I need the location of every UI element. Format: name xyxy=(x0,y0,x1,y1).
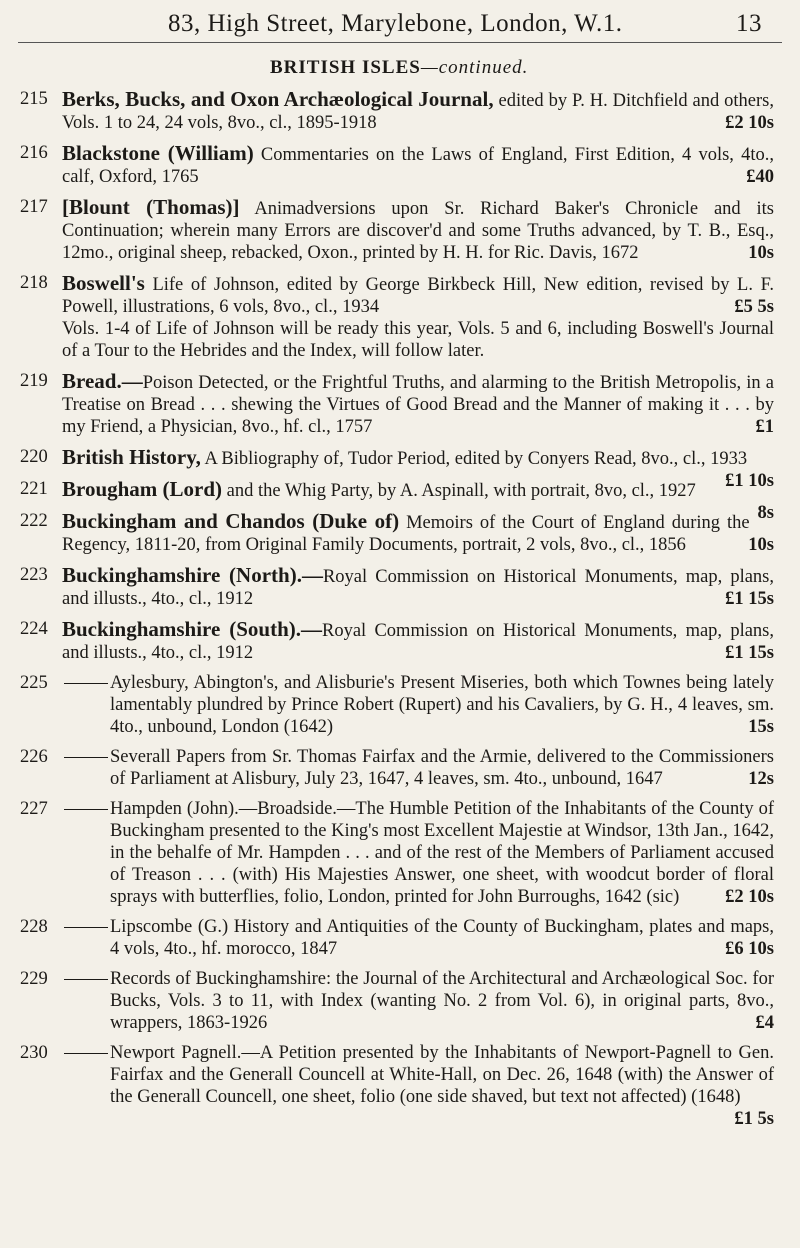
entry-price: £1 10s xyxy=(725,471,774,491)
entry-text: Royal Commission on Historical Monuments, map, plans, and illusts., 4to., cl., 1912 xyxy=(62,567,775,609)
entry-price: £1 15s xyxy=(725,643,774,663)
entry-number: 223 xyxy=(20,565,48,585)
entry-lead: [Blount (Thomas)] xyxy=(62,195,240,219)
entry-text: and the Whig Party, by A. Aspinall, with portrait, 8vo, cl., 1927 xyxy=(226,481,696,501)
entry-price: £5 5s xyxy=(734,297,774,317)
entry-price: 10s xyxy=(748,535,774,555)
catalog-entry xyxy=(0,618,800,664)
entry-lead: Boswell's xyxy=(62,271,145,295)
entry-price: £40 xyxy=(746,167,774,187)
entry-number: 227 xyxy=(20,799,48,819)
catalog-entry xyxy=(0,968,800,1034)
entry-text: Aylesbury, Abington's, and Alisburie's Present Miseries, both which Townes being lately lamentably plundred by Prince Robert (Rupert) and his Cavaliers, by G. H., 4 leaves, sm. 4to., unbound, London (1642) xyxy=(110,673,774,737)
entry-price: £2 10s xyxy=(725,887,774,907)
entry-text: Poison Detected, or the Frightful Truths, and alarming to the British Metropolis, in a Treatise on Bread . . . shewing the Virtues of Good Bread and the Manner of making it . . . by my Friend, a Physician, 8vo., hf. cl., 1757 xyxy=(62,373,774,437)
catalog-entry xyxy=(0,88,800,134)
entry-lead: Buckingham and Chandos (Duke of) xyxy=(62,509,400,533)
entry-number: 217 xyxy=(20,197,48,217)
section-title: BRITISH ISLES xyxy=(270,57,421,78)
entry-lead: Blackstone (William) xyxy=(62,141,254,165)
entry-number: 221 xyxy=(20,479,48,499)
catalog-entry xyxy=(0,564,800,610)
entry-number: 219 xyxy=(20,371,48,391)
entry-price: 15s xyxy=(748,717,774,737)
entry-price: 10s xyxy=(748,243,774,263)
entry-number: 220 xyxy=(20,447,48,467)
entry-number: 228 xyxy=(20,917,48,937)
entry-lead: Brougham (Lord) xyxy=(62,477,223,501)
catalog-entry xyxy=(0,510,800,556)
catalog-entry xyxy=(0,272,800,362)
entry-lead: Buckinghamshire (South).— xyxy=(62,617,322,641)
page-header xyxy=(0,6,800,42)
catalog-entry xyxy=(0,798,800,908)
entry-price: 12s xyxy=(748,769,774,789)
ditto-dash xyxy=(64,927,108,928)
entry-text: Animadversions upon Sr. Richard Baker's Chronicle and its Continuation; wherein many Errors are discover'd and some Truths advanced, by T. B., Esq., 12mo., original sheep, rebacked, Oxon., printed by H. H. for Ric. Davis, 1672 xyxy=(62,199,774,263)
ditto-dash xyxy=(64,683,108,684)
entry-number: 225 xyxy=(20,673,48,693)
entry-text: Severall Papers from Sr. Thomas Fairfax and the Armie, delivered to the Commissioners of Parliament at Alisbury, July 23, 1647, 4 leaves, sm. 4to., unbound, 1647 xyxy=(110,747,774,789)
ditto-dash xyxy=(64,1053,108,1054)
catalog-entry xyxy=(0,746,800,790)
page-number: 13 xyxy=(736,10,762,37)
catalog-list xyxy=(0,88,800,1130)
entry-price: £4 xyxy=(755,1013,774,1033)
catalog-entry xyxy=(0,196,800,264)
entry-text: Lipscombe (G.) History and Antiquities of the County of Buckingham, plates and maps, 4 vols, 4to., hf. morocco, 1847 xyxy=(110,917,774,959)
entry-text: Records of Buckinghamshire: the Journal of the Architectural and Archæological Soc. for Bucks, Vols. 3 to 11, with Index (wanting No. 2 from Vol. 6), in original parts, 8vo., wrappers, 1863-1926 xyxy=(110,969,774,1033)
entry-number: 224 xyxy=(20,619,48,639)
entry-price: £6 10s xyxy=(725,939,774,959)
entry-price: £1 xyxy=(755,417,774,437)
entry-text: A Bibliography of, Tudor Period, edited by Conyers Read, 8vo., cl., 1933 xyxy=(204,449,748,469)
entry-text: Commentaries on the Laws of England, First Edition, 4 vols, 4to., calf, Oxford, 1765 xyxy=(62,145,774,187)
entry-number: 216 xyxy=(20,143,48,163)
catalog-entry xyxy=(0,672,800,738)
entry-number: 229 xyxy=(20,969,48,989)
entry-price: 8s xyxy=(757,503,774,523)
entry-text: Royal Commission on Historical Monuments, map, plans, and illusts., 4to., cl., 1912 xyxy=(62,621,775,663)
entry-number: 222 xyxy=(20,511,48,531)
entry-price: £1 15s xyxy=(725,589,774,609)
ditto-dash xyxy=(64,979,108,980)
entry-number: 226 xyxy=(20,747,48,767)
section-heading xyxy=(270,57,528,79)
entry-lead: Buckinghamshire (North).— xyxy=(62,563,323,587)
page-title: 83, High Street, Marylebone, London, W.1. xyxy=(168,10,623,37)
entry-price: £2 10s xyxy=(725,113,774,133)
entry-number: 215 xyxy=(20,89,48,109)
section-suffix: —continued. xyxy=(420,57,529,78)
catalog-entry xyxy=(0,370,800,438)
entry-lead: Berks, Bucks, and Oxon Archæological Journal, xyxy=(62,87,494,111)
ditto-dash xyxy=(64,757,108,758)
entry-text: edited by P. H. Ditchfield and others, Vols. 1 to 24, 24 vols, 8vo., cl., 1895-1918 xyxy=(62,91,774,133)
entry-lead: British History, xyxy=(62,445,201,469)
catalog-entry xyxy=(0,142,800,188)
entry-note: Vols. 1-4 of Life of Johnson will be ready this year, Vols. 5 and 6, including Boswell's Journal of a Tour to the Hebrides and the Index, will follow later. xyxy=(62,319,774,361)
entry-lead: Bread.— xyxy=(62,369,143,393)
entry-price: £1 5s xyxy=(734,1109,774,1129)
entry-number: 230 xyxy=(20,1043,48,1063)
entry-text: Memoirs of the Court of England during the Regency, 1811-20, from Original Family Documents, portrait, 2 vols, 8vo., cl., 1856 xyxy=(62,513,750,555)
entry-text: Newport Pagnell.—A Petition presented by the Inhabitants of Newport-Pagnell to Gen. Fairfax and the Generall Councell at White-Hall, on Dec. 26, 1648 (with) the Answer of the Generall Councell, one sheet, folio (one side shaved, but text not affected) (1648) xyxy=(110,1043,774,1107)
ditto-dash xyxy=(64,809,108,810)
catalog-entry xyxy=(0,1042,800,1129)
catalog-entry xyxy=(0,916,800,960)
entry-number: 218 xyxy=(20,273,48,293)
entry-text: Hampden (John).—Broadside.—The Humble Petition of the Inhabitants of the County of Buckingham presented to the King's most Excellent Majestie at Windsor, 13th Jan., 1642, in the behalfe of Mr. Hampden . . . and of the rest of the Members of Parliament accused of Treason . . . (with) His Majesties Answer, one sheet, with woodcut border of floral sprays with butterflies, folio, London, printed for John Burroughs, 1642 (sic) xyxy=(110,799,774,907)
header-rule xyxy=(18,42,782,43)
entry-text: Life of Johnson, edited by George Birkbeck Hill, New edition, revised by L. F. Powell, illustrations, 6 vols, 8vo., cl., 1934 xyxy=(62,275,775,317)
